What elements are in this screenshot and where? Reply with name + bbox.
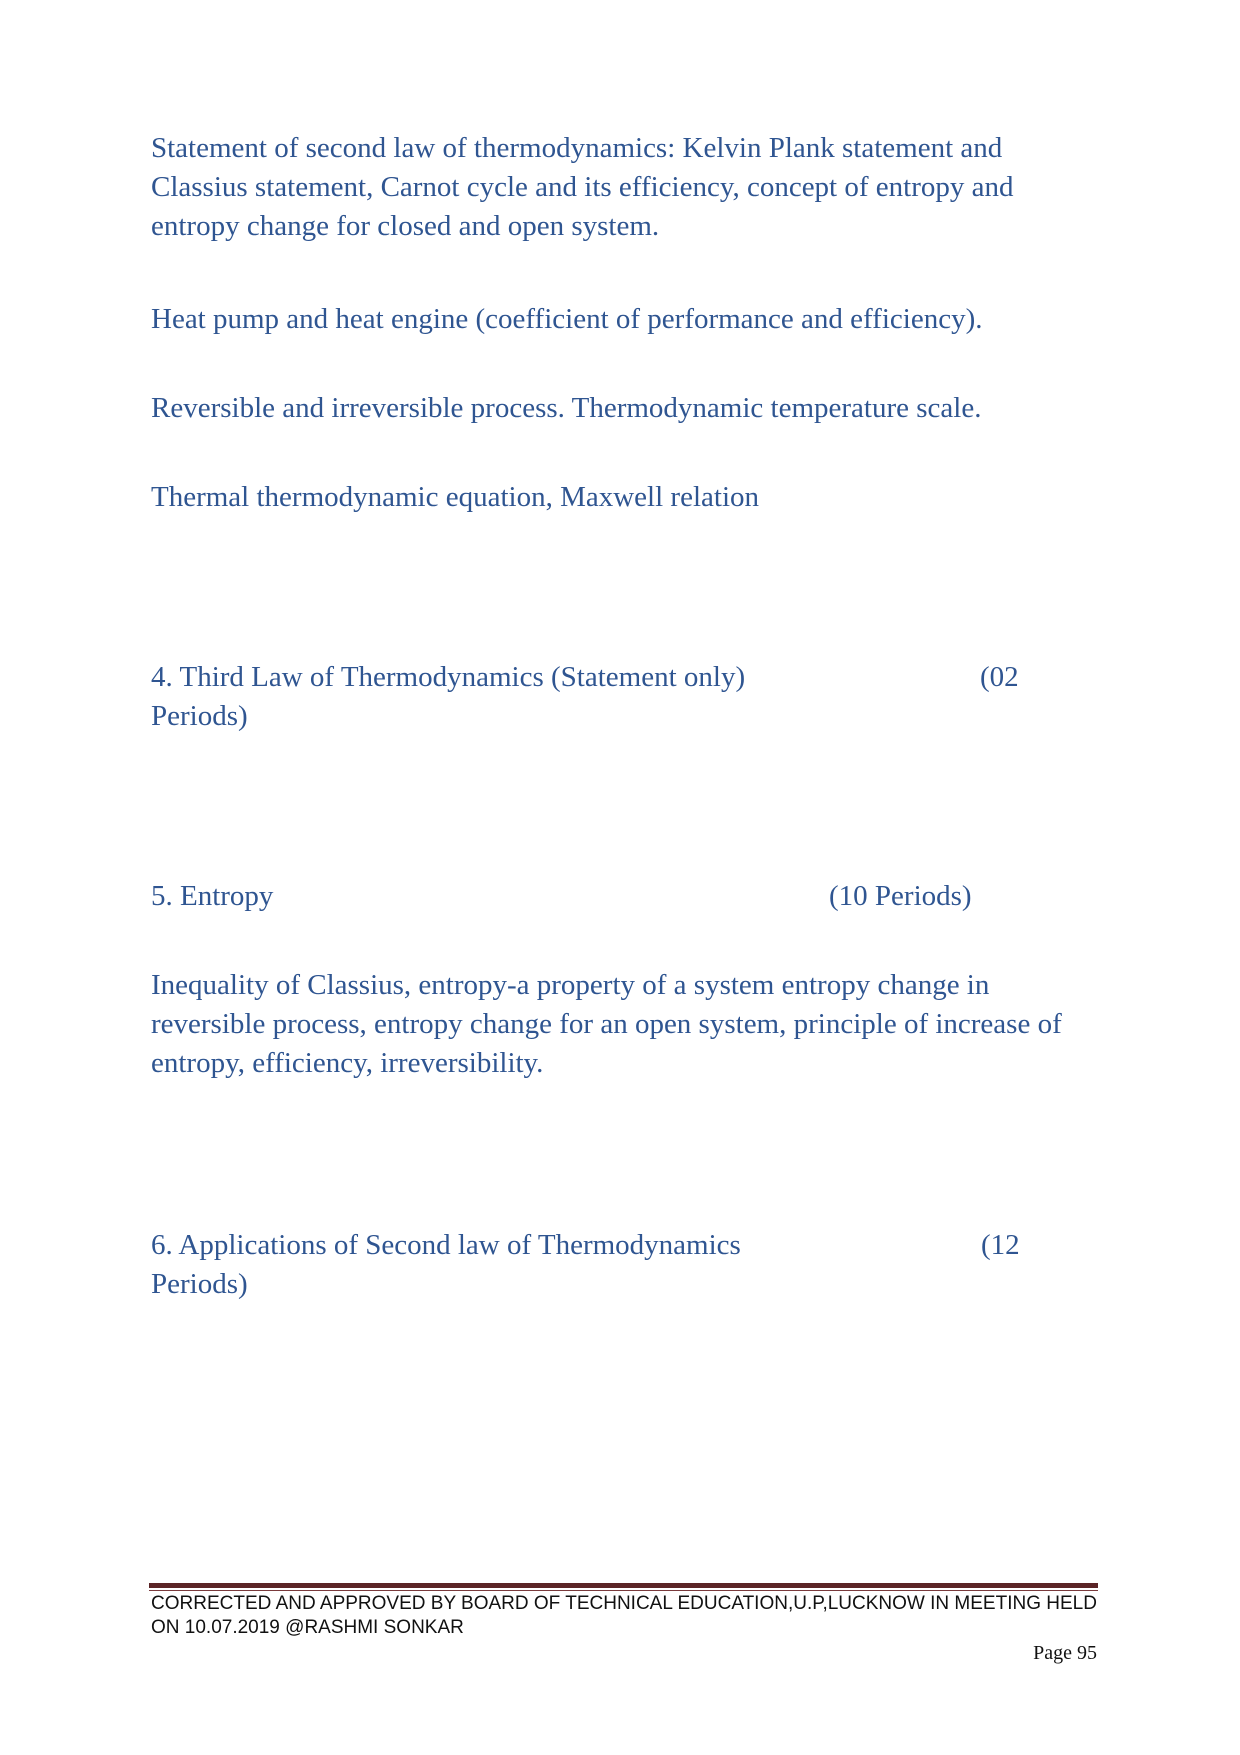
section-5-periods: (10 Periods) [829, 880, 972, 912]
section-6-periods-close: Periods) [151, 1268, 248, 1300]
paragraph-reversible-process: Reversible and irreversible process. Thermodynamic temperature scale. [151, 392, 982, 424]
section-4-title: 4. Third Law of Thermodynamics (Statement only) [151, 661, 746, 693]
footer-approval-note [151, 1592, 1101, 1640]
paragraph-second-law: Statement of second law of thermodynamics: Kelvin Plank statement and Classius statement, Carnot cycle and its efficiency, concept of entropy and entropy change for closed and open system. [151, 132, 1014, 242]
paragraph-maxwell-relation: Thermal thermodynamic equation, Maxwell relation [151, 481, 759, 513]
section-4-periods-open: (02 [980, 661, 1019, 693]
footer-approval-line-2: ON 10.07.2019 @RASHMI SONKAR [151, 1617, 464, 1638]
section-4-periods-close: Periods) [151, 700, 248, 732]
footer-divider [149, 1583, 1098, 1588]
footer-divider-thin [149, 1590, 1098, 1591]
footer-approval-line-1: CORRECTED AND APPROVED BY BOARD OF TECHNICAL EDUCATION,U.P,LUCKNOW IN MEETING HELD [151, 1593, 1097, 1614]
paragraph-heat-pump: Heat pump and heat engine (coefficient of performance and efficiency). [151, 303, 983, 335]
section-5-body: Inequality of Classius, entropy-a property of a system entropy change in reversible process, entropy change for an open system, principle of increase of entropy, efficiency, irreversibility. [151, 969, 1062, 1079]
section-5-title: 5. Entropy [151, 880, 274, 912]
page-number: Page 95 [1033, 1642, 1097, 1664]
section-6-periods-open: (12 [981, 1229, 1020, 1261]
section-6-title: 6. Applications of Second law of Thermodynamics [151, 1229, 741, 1261]
